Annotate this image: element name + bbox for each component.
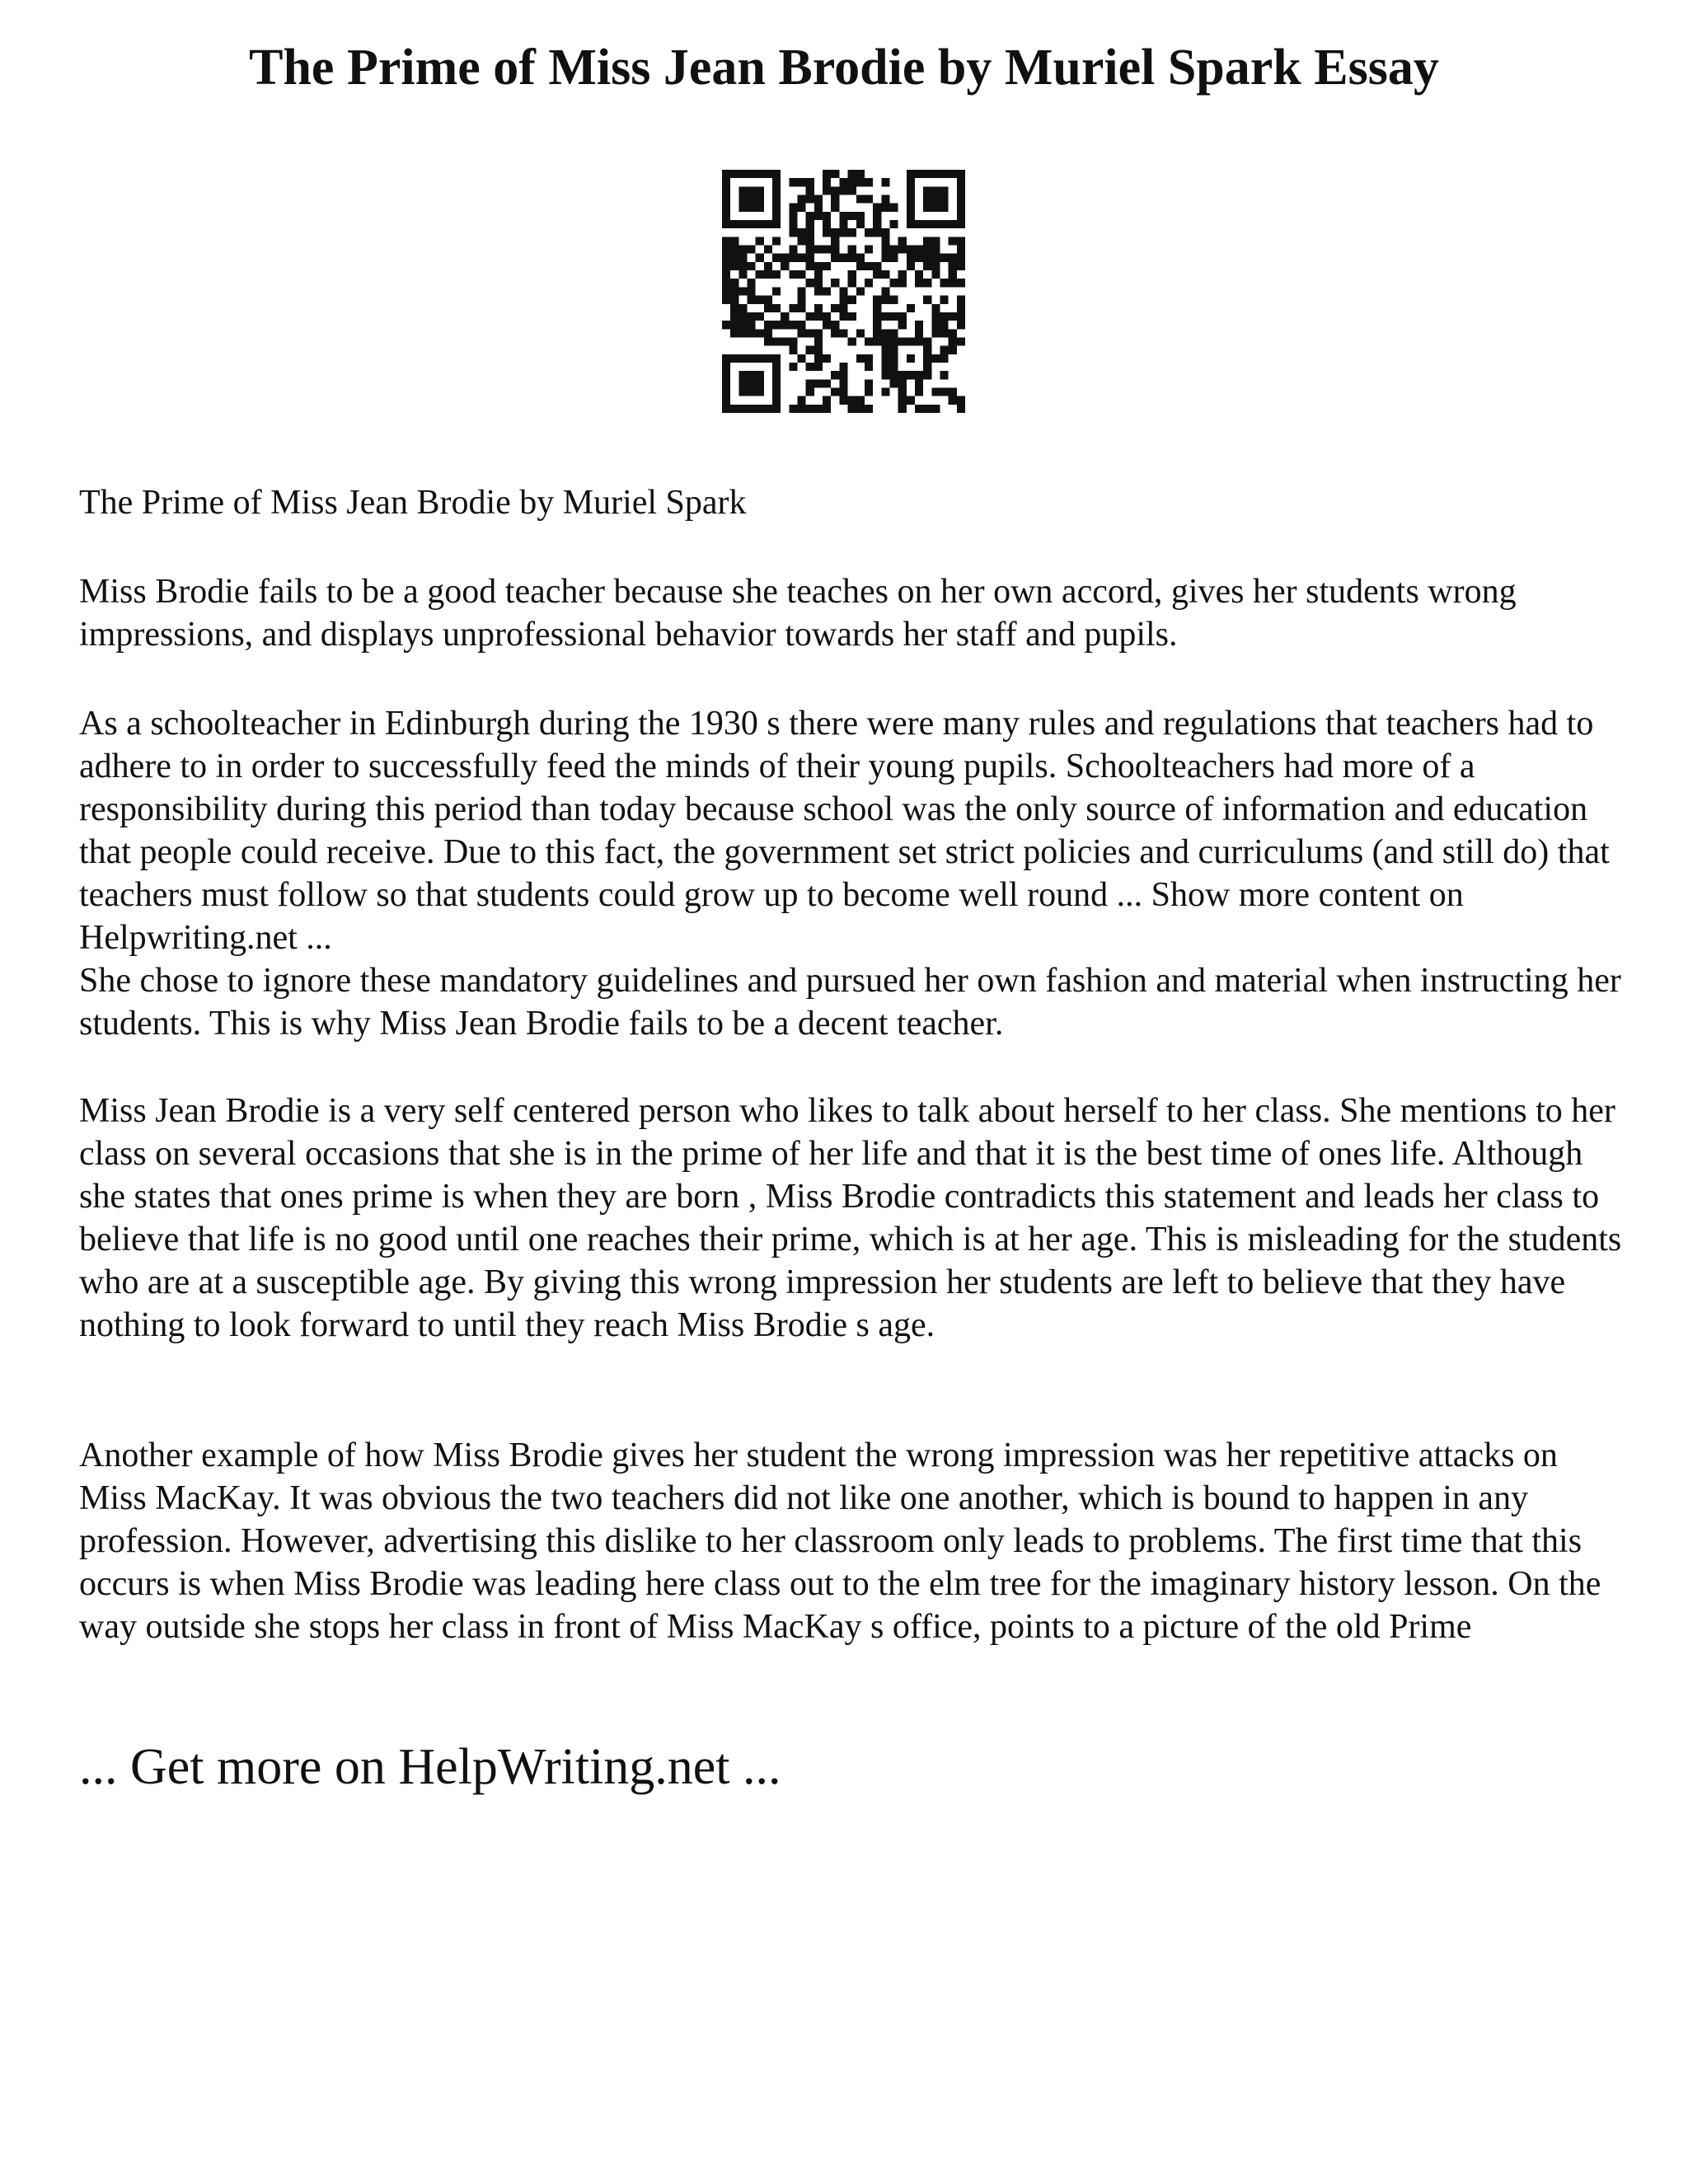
qr-code-icon[interactable] [722, 170, 965, 413]
paragraph-guidelines: She chose to ignore these mandatory guidelines and pursued her own fashion and material when instructing her students. This is why Miss Jean Brodie fails to be a decent teacher. [79, 962, 1621, 1043]
qr-code-graphic [722, 170, 965, 413]
paragraph-mackay: Another example of how Miss Brodie gives her student the wrong impression was her repetitive attacks on Miss MacKay. It was obvious the two teachers did not like one another, which is bound to happen in any profession. However, advertising this dislike to her classroom only leads to problems. The first time that this occurs is when Miss Brodie was leading here class out to the elm tree for the imaginary history lesson. On the way outside she stops her class in front of Miss MacKay s office, points to a picture of the old Prime [79, 1436, 1601, 1646]
paragraph-self-centered: Miss Jean Brodie is a very self centered person who likes to talk about herself to her class. She mentions to her class on several occasions that she is in the prime of her life and that it is the best time of ones life. Although she states that ones prime is when they are born , Miss Brodie contradicts this statement and leads her class to believe that life is no good until one reaches their prime, which is at her age. This is misleading for the students who are at a susceptible age. By giving this wrong impression her students are left to believe that they have nothing to look forward to until they reach Miss Brodie s age. [79, 1092, 1622, 1344]
paragraph-intro: Miss Brodie fails to be a good teacher because she teaches on her own accord, gives her students wrong impressions, and displays unprofessional behavior towards her staff and pupils. [79, 573, 1517, 654]
essay-heading: The Prime of Miss Jean Brodie by Muriel Spark [79, 484, 747, 522]
paragraph-context: As a schoolteacher in Edinburgh during the 1930 s there were many rules and regulations that teachers had to adhere to in order to successfully feed the minds of their young pupils. Schoolteachers had more of a responsibility during this period than today because school was the only source of information and education that people could receive. Due to this fact, the government set strict policies and curriculums (and still do) that teachers must follow so that students could grow up to become well round ... Show more content on Helpwriting.net ... [79, 705, 1610, 957]
document-title: The Prime of Miss Jean Brodie by Muriel Spark Essay [249, 40, 1439, 96]
get-more-link[interactable]: ... Get more on HelpWriting.net ... [79, 1739, 781, 1795]
